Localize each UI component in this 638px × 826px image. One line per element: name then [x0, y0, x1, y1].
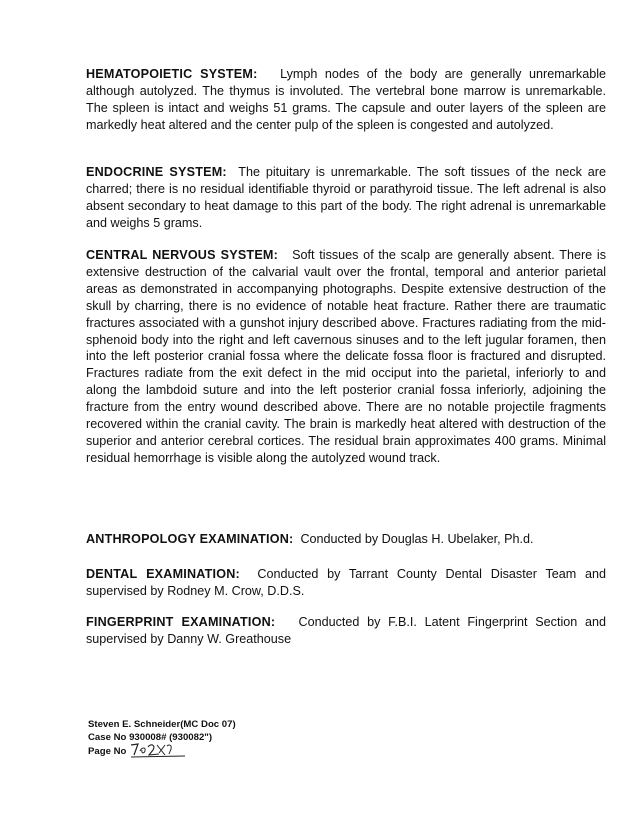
- section-body: Conducted by Douglas H. Ubelaker, Ph.d.: [300, 532, 534, 546]
- anthropology-section: [86, 531, 606, 548]
- section-body: Lymph nodes of the body are generally unremarkable although autolyzed. The thymus is involuted. The vertebral bone marrow is unremarkable. The spleen is intact and weighs 51 grams. The capsule and outer layers of the spleen are markedly heat altered and the center pulp of the spleen is congested and autolyzed.: [86, 67, 607, 132]
- section-heading: ENDOCRINE SYSTEM:: [86, 165, 227, 179]
- section-heading: DENTAL EXAMINATION:: [86, 567, 240, 581]
- central-nervous-section: [86, 247, 606, 467]
- section-body: The pituitary is unremarkable. The soft tissues of the neck are charred; there is no residual identifiable thyroid or parathyroid tissue. The left adrenal is also absent secondary to heat damage to this part of the body. The right adrenal is unremarkable and weighs 5 grams.: [86, 165, 606, 230]
- section-body: Conducted by Tarrant County Dental Disaster Team and supervised by Rodney M. Crow, D.D.S.: [86, 567, 607, 598]
- case-number: 930008# (930082"): [129, 732, 213, 744]
- section-heading: HEMATOPOIETIC SYSTEM:: [86, 67, 258, 81]
- handwritten-page-number-icon: [129, 741, 187, 759]
- endocrine-section: [86, 164, 606, 232]
- page-label: Page No: [88, 746, 127, 758]
- page-footer: [88, 718, 348, 759]
- footer-author: Steven E. Schneider(MC Doc 07): [88, 719, 236, 730]
- case-label: Case No: [88, 732, 127, 744]
- section-heading: CENTRAL NERVOUS SYSTEM:: [86, 248, 278, 262]
- fingerprint-section: [86, 614, 606, 648]
- footer-page: [88, 744, 348, 758]
- hematopoietic-section: [86, 66, 606, 134]
- section-body: Soft tissues of the scalp are generally absent. There is extensive destruction of the calvarial vault over the frontal, temporal and anterior parietal areas as demonstrated in accompanying photographs. Despite extensive destruction of the skull by charring, there is no evidence of notable heat fracture. Rather there are traumatic fractures associated with a gunshot injury described above. Fractures radiating from the mid-sphenoid body into the right and left cavernous sinuses and to the left jugular foramen, then into the left posterior cranial fossa where the delicate fossa floor is fractured and disrupted. Fractures radiate from the exit defect in the mid occiput into the parietal, inferiorly to and along the lambdoid suture and into the left posterior cranial fossa inferiorly, adjoining the fracture from the entry wound described above. There are no notable projectile fragments recovered within the cranial cavity. The brain is markedly heat altered with destruction of the superior and anterior cerebral cortices. The residual brain approximates 400 grams. Minimal residual hemorrhage is visible along the autolyzed wound track.: [86, 248, 606, 465]
- handwritten-page-number: [129, 744, 185, 756]
- footer-case: [88, 731, 348, 744]
- section-body: Conducted by F.B.I. Latent Fingerprint Section and supervised by Danny W. Greathouse: [86, 615, 606, 646]
- section-heading: ANTHROPOLOGY EXAMINATION:: [86, 532, 294, 546]
- section-heading: FINGERPRINT EXAMINATION:: [86, 615, 276, 629]
- dental-section: [86, 566, 606, 600]
